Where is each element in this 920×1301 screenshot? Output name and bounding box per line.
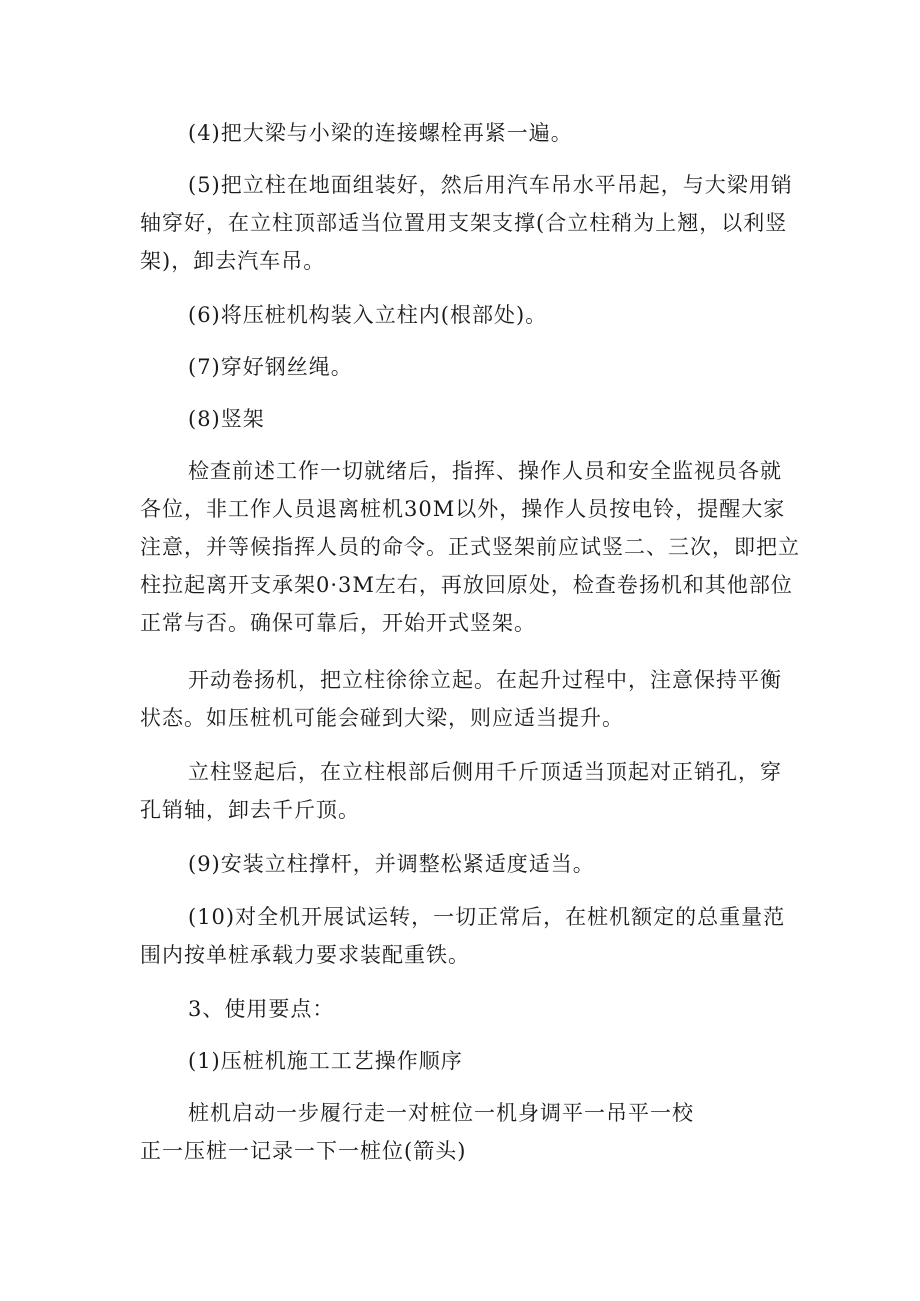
paragraph-column-raised: 立柱竖起后，在立柱根部后侧用千斤顶适当顶起对正销孔，穿孔销轴，卸去千斤顶。 bbox=[140, 760, 782, 822]
paragraph-winch: 开动卷扬机，把立柱徐徐立起。在起升过程中，注意保持平衡状态。如压桩机可能会碰到大梁，则应适当提升。 bbox=[140, 668, 782, 730]
paragraph-step-4: (4)把大梁与小梁的连接螺栓再紧一遍。 bbox=[188, 121, 573, 145]
paragraph-step-8: (8)竖架 bbox=[188, 407, 265, 431]
paragraph-step-7: (7)穿好钢丝绳。 bbox=[188, 355, 353, 379]
paragraph-inspection: 检查前述工作一切就绪后，指挥、操作人员和安全监视员各就各位，非工作人员退离桩机30M以外，操作人员按电铃，提醒大家注意，并等候指挥人员的命令。正式竖架前应试竖二、三次，即把立柱拉起离开支承架0·3M左右，再放回原处，检查卷扬机和其他部位正常与否。确保可靠后，开始开式竖架。 bbox=[140, 459, 800, 635]
section-heading-usage: 3、使用要点： bbox=[188, 997, 335, 1021]
paragraph-step-5: (5)把立柱在地面组装好，然后用汽车吊水平吊起，与大梁用销轴穿好，在立柱顶部适当位置用支架支撑(合立柱稍为上翘，以利竖架)，卸去汽车吊。 bbox=[140, 173, 793, 273]
paragraph-step-10: (10)对全机开展试运转，一切正常后，在桩机额定的总重量范围内按单桩承载力要求装配重铁。 bbox=[140, 905, 786, 967]
paragraph-operation-flow: 桩机启动一步履行走一对桩位一机身调平一吊平一校 正一压桩一记录一下一桩位(箭头) bbox=[140, 1101, 694, 1163]
paragraph-step-6: (6)将压桩机构装入立柱内(根部处)。 bbox=[188, 303, 548, 327]
paragraph-step-9: (9)安装立柱撑杆，并调整松紧适度适当。 bbox=[188, 852, 595, 876]
paragraph-step-1-sequence: (1)压桩机施工工艺操作顺序 bbox=[188, 1049, 463, 1073]
